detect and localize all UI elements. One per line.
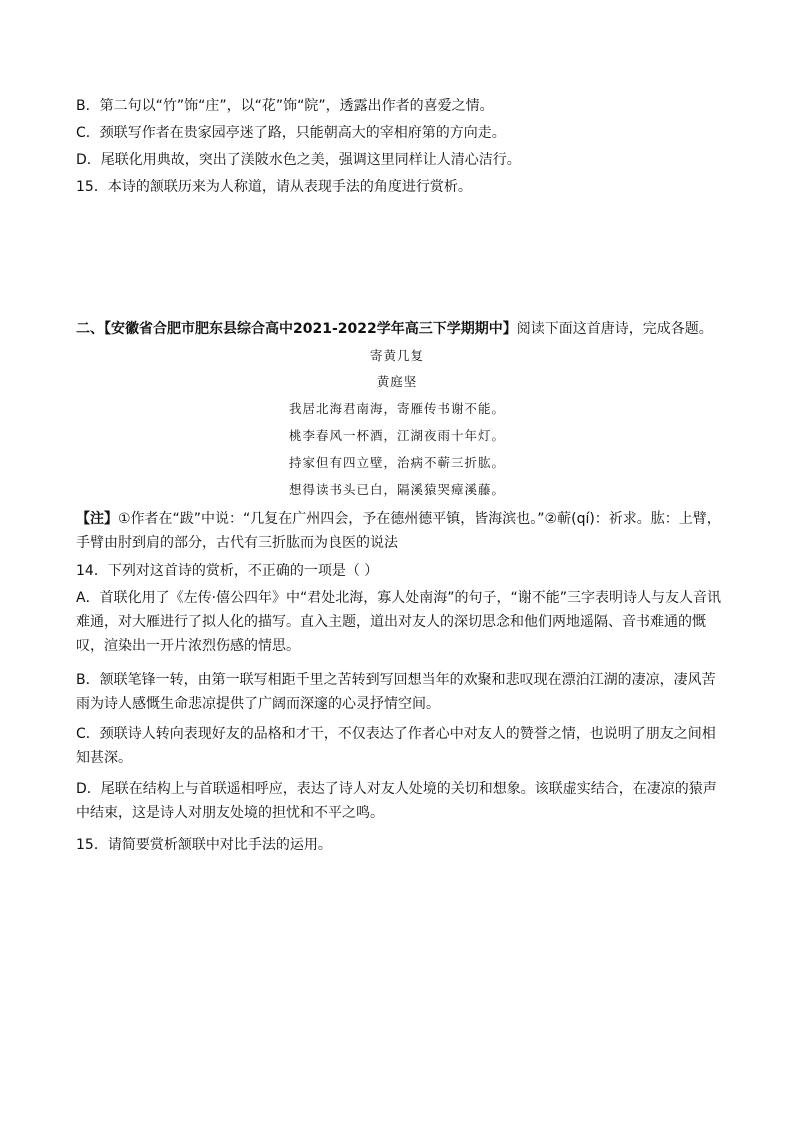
section-two-heading: [76, 320, 736, 338]
option-b-part2: B．颔联笔锋一转，由第一联写相距千里之苦转到写回想当年的欢聚和悲叹现在漂泊江湖的凄凉，凄风苦雨为诗人感慨生命悲凉提供了广阔而深邃的心灵抒情空间。: [76, 672, 716, 712]
option-a-part2: A．首联化用了《左传·僖公四年》中“君处北海，寡人处南海”的句子，“谢不能”三字表明诗人与友人音讯难通，对大雁进行了拟人化的描写。直入主题，道出对友人的深切思念和他们两地遥隔、音书难通的慨叹，渲染出一开片浓烈伤感的情思。: [76, 590, 722, 654]
note-text: ①作者在“跋”中说：“几复在广州四会，予在德州德平镇，皆海滨也。”②蕲(qí)：祈求。肱：上臂，手臂由肘到肩的部分，古代有三折肱而为良医的说法: [76, 511, 721, 551]
option-c-part1: C．颈联写作者在贵家园亭迷了路，只能朝高大的宰相府第的方向走。: [76, 125, 506, 141]
option-d-part1: D．尾联化用典故，突出了渼陂水色之美，强调这里同样让人清心洁行。: [76, 152, 521, 168]
poem-line-3: 持家但有四立壁，治病不蕲三折肱。: [288, 455, 505, 470]
question-15-part1: 15．本诗的颔联历来为人称道，请从表现手法的角度进行赏析。: [76, 179, 472, 195]
question-15-part2: 15．请简要赏析颔联中对比手法的运用。: [76, 837, 332, 853]
poem-line-2: 桃李春风一杯酒，江湖夜雨十年灯。: [288, 428, 505, 443]
poem-author: 黄庭坚: [376, 374, 418, 389]
option-b-part1: B．第二句以“竹”饰“庄”，以“花”饰“院”，透露出作者的喜爱之情。: [76, 98, 494, 114]
option-d-part2: D．尾联在结构上与首联遥相呼应，表达了诗人对友人处境的关切和想象。该联虚实结合，在凄凉的猿声中结束，这是诗人对朋友处境的担忧和不平之鸣。: [76, 781, 717, 821]
option-c-part2: C．颈联诗人转向表现好友的品格和才干，不仅表达了作者心中对友人的赞誉之情，也说明了朋友之间相知甚深。: [76, 726, 716, 766]
note-tag: 【注】: [76, 511, 118, 527]
poem-line-1: 我居北海君南海，寄雁传书谢不能。: [288, 401, 505, 416]
poem-title: 寄黄几复: [369, 348, 424, 363]
poem-line-4: 想得读书头已白，隔溪猿哭瘴溪藤。: [288, 482, 505, 497]
section-number: 二、: [76, 321, 104, 337]
question-14: 14．下列对这首诗的赏析，不正确的一项是（ ）: [76, 563, 379, 579]
poem-note: [76, 507, 726, 555]
section-instruction: 阅读下面这首唐诗，完成各题。: [516, 321, 713, 337]
section-source: 【安徽省合肥市肥东县综合高中2021-2022学年高三下学期期中】: [104, 321, 517, 337]
